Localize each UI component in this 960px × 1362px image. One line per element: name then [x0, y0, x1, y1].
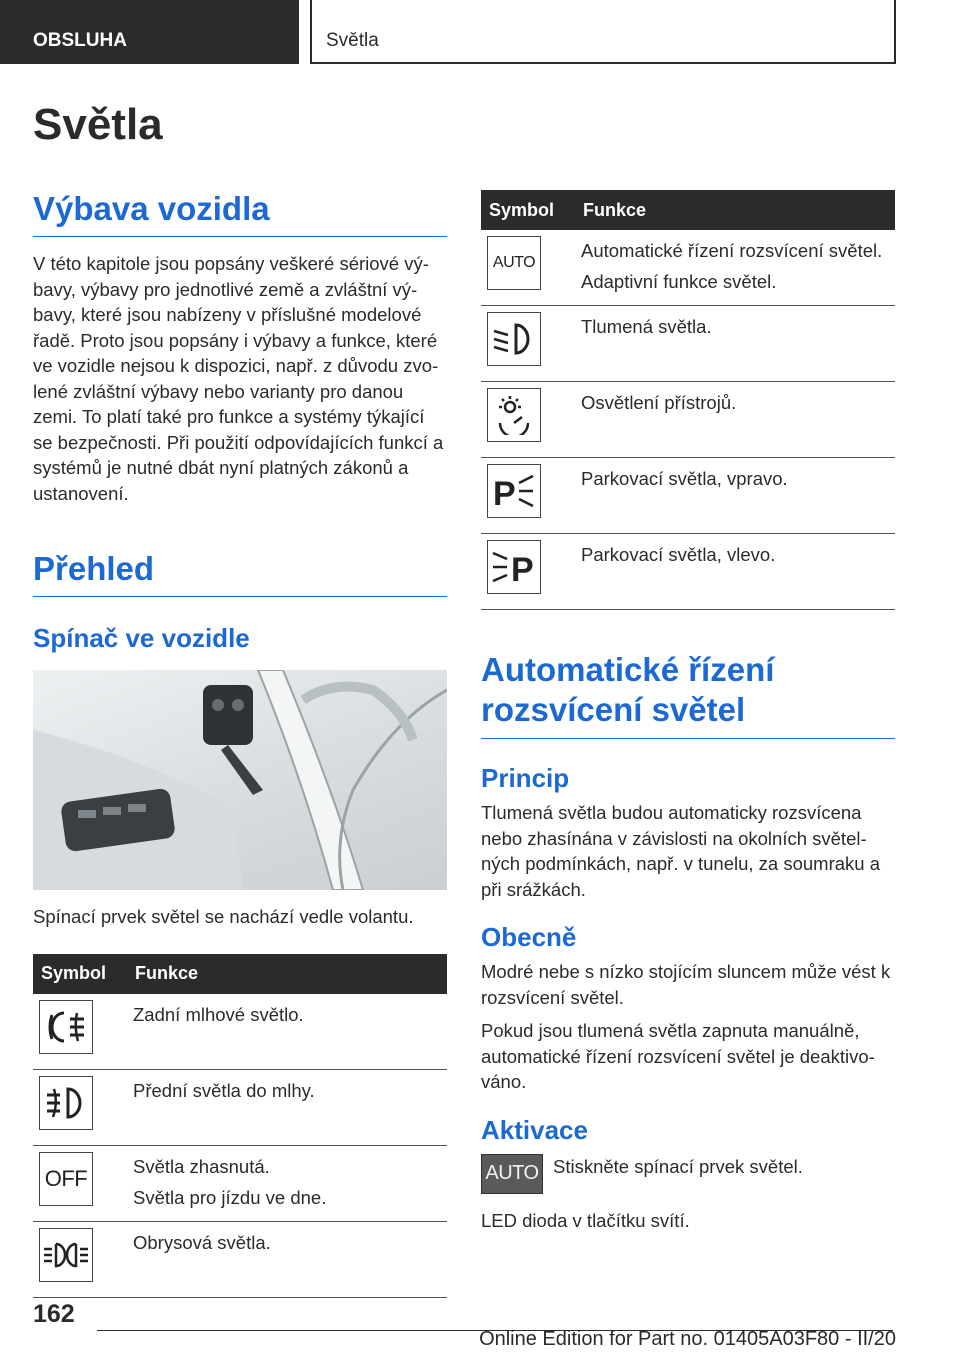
function-text: Adaptivní funkce světel. — [581, 271, 777, 292]
function-text: Parkovací světla, vpravo. — [581, 468, 788, 489]
table-row — [481, 382, 895, 458]
function-text: Zadní mlhové světlo. — [133, 1003, 304, 1025]
heading-princip: Princip — [481, 763, 570, 793]
function-text: Tlumená světla. — [581, 316, 712, 337]
table-row — [481, 230, 895, 306]
steering-column-photo — [33, 670, 447, 890]
light-switch-illustration — [33, 670, 447, 890]
function-text: Světla pro jízdu ve dne. — [133, 1186, 327, 1208]
left-column — [33, 190, 447, 1298]
page-number: 162 — [33, 1300, 75, 1328]
lights-off-icon — [39, 1152, 93, 1206]
heading-aktivace: Aktivace — [481, 1114, 588, 1145]
front-fog-light-icon — [39, 1076, 93, 1130]
symbol-table-left — [33, 954, 447, 1298]
symbol-table-right — [481, 190, 895, 610]
paragraph-obecne-1: Modré nebe s nízko stojícím sluncem může vést k rozsvícení světel. — [481, 961, 891, 1008]
paragraph-obecne-2: Pokud jsou tlumená světla zapnuta manuálně, automatické řízení rozsvícení světel je deaktivo-váno. — [481, 1020, 875, 1092]
paragraph-princip: Tlumená světla budou automaticky rozsvícena nebo zhasínána v závislosti na okolních světel-ných podmínkách, např. v tunelu, za soumraku a při srážkách. — [481, 802, 880, 900]
table-row — [481, 458, 895, 534]
right-column — [481, 190, 895, 1233]
function-text: Přední světla do mlhy. — [133, 1079, 315, 1101]
heading-automaticke — [481, 650, 895, 739]
side-lights-icon — [39, 1228, 93, 1282]
paragraph-vybava: V této kapitole jsou popsány veškeré sériové vý-bavy, výbavy pro jednotlivé země a zvláštní vý-bavy, které jsou nabízeny v příslušné modelové řadě. Proto jsou popsány i výbavy a funkce, které ve vozidle nejsou k dispozici, např. z důvodu zvo-lené zvláštní výbavy nebo varianty pro danou zemi. To platí také pro funkce a systémy týkající se bezpečnosti. Při použití odpovídajících funkcí a systémů je nutné dbát nyní platných zákonů a ustanovení. — [33, 253, 444, 504]
auto-button-label: AUTO — [485, 1162, 539, 1184]
table-row — [33, 1221, 447, 1297]
page-title: Světla — [33, 100, 163, 149]
paragraph-led: LED dioda v tlačítku svítí. — [481, 1209, 690, 1231]
col-header-funkce: Funkce — [127, 954, 447, 994]
heading-obecne: Obecně — [481, 922, 577, 952]
col-header-symbol: Symbol — [481, 190, 575, 230]
edition-text: Online Edition for Part no. 01405A03F80 - II/20 — [479, 1328, 896, 1350]
svg-text:P: P — [511, 551, 534, 587]
auto-lights-icon — [487, 236, 541, 290]
rear-fog-light-icon — [39, 1000, 93, 1054]
auto-label: AUTO — [492, 254, 536, 271]
page-header — [0, 0, 960, 66]
function-text: Světla zhasnutá. — [133, 1155, 270, 1177]
function-text: Automatické řízení rozsvícení světel. — [581, 240, 883, 261]
paragraph-aktivace: Stiskněte spínací prvek světel. — [553, 1155, 803, 1177]
low-beam-icon — [487, 312, 541, 366]
function-text: Osvětlení přístrojů. — [581, 392, 737, 413]
svg-text:P: P — [493, 475, 516, 511]
section-tab: OBSLUHA — [0, 0, 299, 64]
auto-button-icon — [481, 1154, 543, 1194]
col-header-funkce: Funkce — [575, 190, 895, 230]
chapter-tab: Světla — [310, 0, 896, 64]
table-row — [481, 306, 895, 382]
aktivace-row — [481, 1154, 895, 1194]
page-footer — [0, 1290, 960, 1362]
function-text: Obrysová světla. — [133, 1231, 271, 1253]
heading-vybava: Výbava vozidla — [33, 190, 447, 237]
off-label: OFF — [44, 1165, 88, 1191]
table-row — [33, 994, 447, 1070]
function-text: Parkovací světla, vlevo. — [581, 544, 776, 565]
table-row — [481, 534, 895, 610]
photo-caption: Spínací prvek světel se nachází vedle volantu. — [33, 906, 414, 927]
heading-line-1: Automatické řízení — [481, 651, 775, 688]
instrument-lighting-icon — [487, 388, 541, 442]
heading-prehled: Přehled — [33, 550, 447, 597]
col-header-symbol: Symbol — [33, 954, 127, 994]
parking-light-right-icon — [487, 464, 541, 518]
heading-line-2: rozsvícení světel — [481, 691, 746, 728]
parking-light-left-icon — [487, 540, 541, 594]
table-row — [33, 1069, 447, 1145]
table-row — [33, 1145, 447, 1221]
heading-spinac: Spínač ve vozidle — [33, 623, 250, 653]
